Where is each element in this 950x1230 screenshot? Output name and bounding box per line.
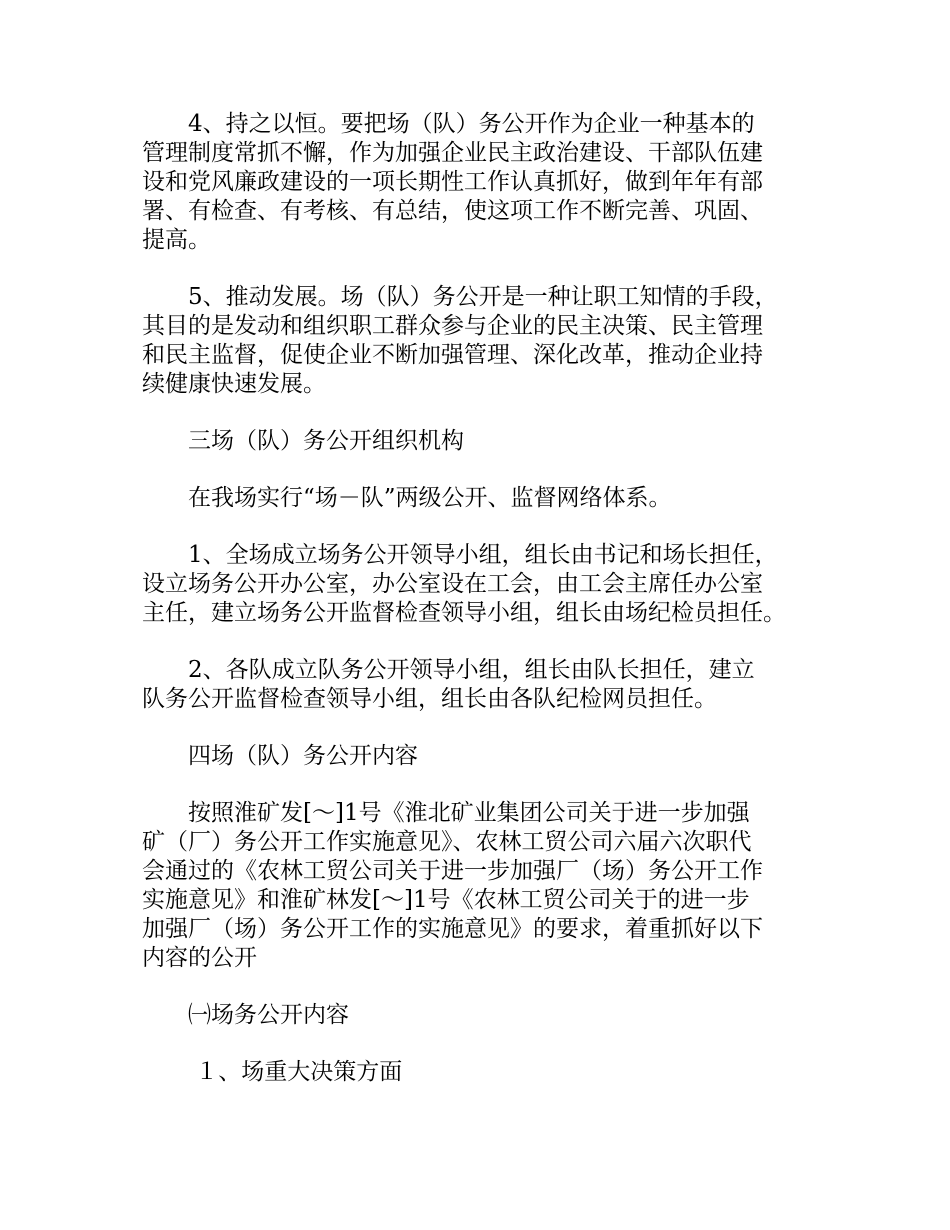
- paragraph-line: 会通过的《农林工贸公司关于进一步加强厂（场）务公开工作: [142, 858, 763, 884]
- paragraph: [142, 283, 832, 399]
- paragraph-line: 设立场务公开办公室，办公室设在工会，由工会主席任办公室: [142, 571, 763, 597]
- paragraph-line: 加强厂（场）务公开工作的实施意见》的要求，着重抓好以下: [142, 916, 763, 942]
- paragraph-line: 矿（厂）务公开工作实施意见》、农林工贸公司六届六次职代: [142, 829, 752, 855]
- section-heading: 四场（队）务公开内容: [188, 743, 418, 769]
- paragraph-line: 其目的是发动和组织职工群众参与企业的民主决策、民主管理: [142, 313, 763, 339]
- section-heading: ㈠场务公开内容: [188, 1002, 349, 1028]
- paragraph-line: 设和党风廉政建设的一项长期性工作认真抓好，做到年年有部: [142, 169, 763, 195]
- paragraph: [142, 541, 832, 628]
- paragraph-line: 按照淮矿发[～]1号《淮北矿业集团公司关于进一步加强: [188, 800, 750, 826]
- paragraph-line: 4、持之以恒。要把场（队）务公开作为企业一种基本的: [188, 111, 755, 137]
- paragraph-line: 提高。: [142, 227, 211, 253]
- paragraph-line: 署、有检查、有考核、有总结，使这项工作不断完善、巩固、: [142, 198, 763, 224]
- paragraph: [142, 656, 832, 714]
- paragraph-line: 管理制度常抓不懈，作为加强企业民主政治建设、干部队伍建: [142, 140, 763, 166]
- paragraph: [142, 799, 832, 973]
- paragraph-line: 主任，建立场务公开监督检查领导小组，组长由场纪检员担任。: [142, 600, 786, 626]
- section-heading: １、场重大决策方面: [188, 1059, 403, 1085]
- paragraph-line: 2、各队成立队务公开领导小组，组长由队长担任，建立: [188, 657, 755, 683]
- section-heading: 三场（队）务公开组织机构: [188, 428, 464, 454]
- paragraph-line: 队务公开监督检查领导小组，组长由各队纪检网员担任。: [142, 686, 717, 712]
- paragraph-line: 和民主监督，促使企业不断加强管理、深化改革，推动企业持: [142, 342, 763, 368]
- document-body: [142, 110, 832, 1115]
- paragraph-line: 续健康快速发展。: [142, 371, 326, 397]
- paragraph: [142, 110, 832, 255]
- paragraph-line: 实施意见》和淮矿林发[～]1号《农林工贸公司关于的进一步: [142, 887, 750, 913]
- paragraph-line: 内容的公开: [142, 945, 257, 971]
- paragraph-line: 5、推动发展。场（队）务公开是一种让职工知情的手段，: [188, 284, 778, 310]
- paragraph-line: 1、全场成立场务公开领导小组，组长由书记和场长担任，: [188, 542, 778, 568]
- paragraph: [142, 484, 832, 513]
- paragraph-line: 在我场实行“场－队”两级公开、监督网络体系。: [188, 485, 672, 511]
